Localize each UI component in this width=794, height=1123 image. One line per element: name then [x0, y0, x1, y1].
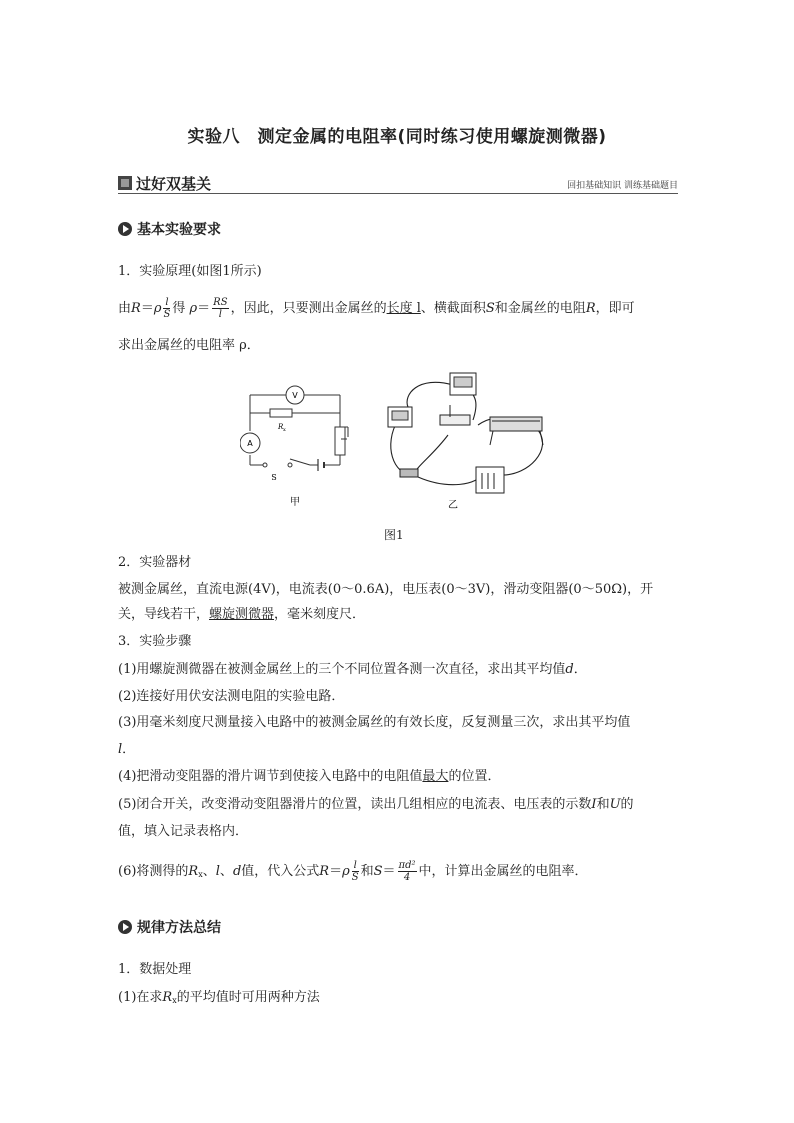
- figure-caption: 图1: [384, 528, 404, 542]
- apparatus-illustration: [378, 365, 558, 515]
- equipment-line1: 被测金属丝，直流电源(4V)，电流表(0～0.6A)，电压表(0～3V)，滑动变阻器(0～50Ω)，开: [118, 582, 654, 597]
- principle-line1: 由R＝ρ $\frac{l}{S}$ 得 ρ＝ $\frac{RS}{l}$ ，因此，只要测出金属丝的长度 l、横截面积S和金属丝的电阻R，即可: [118, 297, 635, 320]
- step-3-line1: (3)用毫米刻度尺测量接入电路中的被测金属丝的有效长度，反复测量三次，求出其平均值: [118, 715, 631, 730]
- equipment-heading: 2．实验器材: [118, 555, 192, 570]
- principle-line2: 求出金属丝的电阻率 ρ．: [118, 338, 260, 353]
- circuit-diagram: [240, 383, 365, 508]
- step-1: (1)用螺旋测微器在被测金属丝上的三个不同位置各测一次直径，求出其平均值d．: [118, 662, 587, 677]
- rheostat-device: [490, 417, 542, 431]
- svg-text:V: V: [292, 391, 298, 400]
- svg-text:A: A: [247, 439, 253, 448]
- fraction-l-over-s-2: $\frac{l}{S}$: [351, 860, 359, 883]
- fraction-area: $\frac{\text{πd²}}{4}$: [398, 860, 416, 883]
- principle-heading: 1．实验原理(如图1所示): [118, 264, 262, 279]
- play-icon: [118, 222, 132, 236]
- svg-text:S: S: [271, 473, 277, 482]
- metal-wire-board: [440, 415, 470, 425]
- equipment-line2: 关，导线若干，螺旋测微器，毫米刻度尺．: [118, 607, 366, 622]
- section-heading-methods: 规律方法总结: [118, 917, 221, 937]
- svg-text:乙: 乙: [448, 500, 458, 511]
- step-4: (4)把滑动变阻器的滑片调节到使接入电路中的电阻值最大的位置．: [118, 769, 501, 784]
- step-5-line1: (5)闭合开关，改变滑动变阻器滑片的位置，读出几组相应的电流表、电压表的示数I和U的: [118, 797, 634, 812]
- battery-device: [476, 467, 504, 493]
- band-title: 过好双基关: [136, 174, 212, 193]
- step-5-line2: 值，填入记录表格内．: [118, 824, 249, 839]
- section-band: [118, 172, 678, 194]
- page-title: 实验八 测定金属的电阻率(同时练习使用螺旋测微器): [187, 127, 607, 147]
- band-subtitle: 回扣基础知识 训练基础题目: [567, 181, 678, 191]
- steps-heading: 3．实验步骤: [118, 634, 192, 649]
- step-3-line2: l．: [118, 742, 136, 757]
- data-heading: 1．数据处理: [118, 962, 192, 977]
- svg-text:R: R: [278, 423, 284, 431]
- svg-text:x: x: [283, 427, 286, 433]
- step-2: (2)连接好用伏安法测电阻的实验电路．: [118, 689, 345, 704]
- svg-text:甲: 甲: [290, 497, 300, 508]
- switch-device: [400, 469, 418, 477]
- fraction-rs-over-l: $\frac{RS}{l}$: [213, 297, 228, 320]
- data-line1: (1)在求$R_x$的平均值时可用两种方法: [118, 990, 320, 1005]
- section-heading-basic: 基本实验要求: [118, 219, 221, 239]
- band-divider: [118, 193, 678, 194]
- play-icon: [118, 920, 132, 934]
- step-6: (6)将测得的$R_x$、l、d值，代入公式R＝ρ $\frac{l}{S}$ 和S＝ $\frac{\text{πd²}}{4}$ 中，计算出金属丝的电阻率．: [118, 860, 588, 883]
- fraction-l-over-s: $\frac{l}{S}$: [163, 297, 171, 320]
- band-mark-icon: [118, 176, 132, 190]
